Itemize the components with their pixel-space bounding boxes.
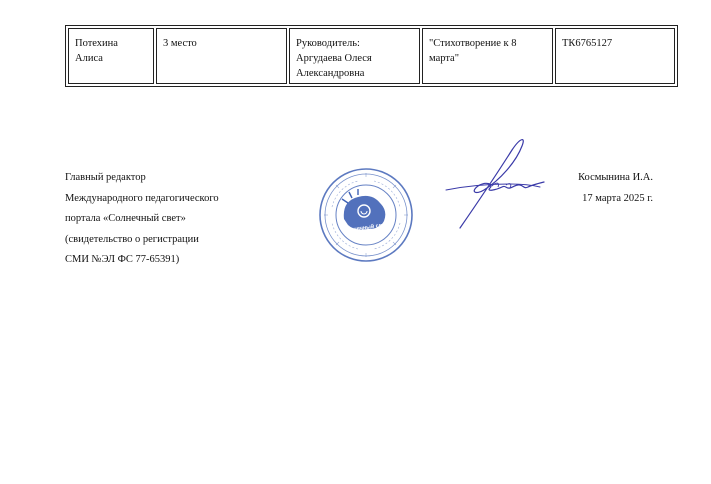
results-table — [65, 25, 678, 87]
seal-icon — [318, 167, 414, 263]
participant-name-cell: Потехина Алиса — [68, 28, 154, 84]
diploma-code-cell: ТК6765127 — [555, 28, 675, 84]
supervisor-cell: Руководитель: Аргудаева Олеся Александровна — [289, 28, 420, 84]
signature-date: 17 марта 2025 г. — [582, 192, 653, 204]
editor-title-line: Главный редактор — [65, 172, 146, 183]
editor-title-block — [65, 168, 219, 271]
editor-title-line: (свидетельство о регистрации — [65, 233, 199, 245]
editor-title-line: СМИ №ЭЛ ФС 77-65391) — [65, 254, 180, 265]
place-cell: 3 место — [156, 28, 287, 84]
work-title-cell: "Стихотворение к 8 марта" — [422, 28, 553, 84]
editor-title-line: портала «Солнечный свет» — [65, 213, 186, 224]
signer-block — [578, 168, 653, 209]
signer-name: Космынина И.А. — [578, 172, 653, 183]
handwritten-signature-icon — [440, 132, 550, 232]
table-row — [68, 28, 675, 84]
stamp-center-text: солнечный свет — [343, 221, 389, 235]
editor-title-line: Международного педагогического — [65, 192, 219, 204]
